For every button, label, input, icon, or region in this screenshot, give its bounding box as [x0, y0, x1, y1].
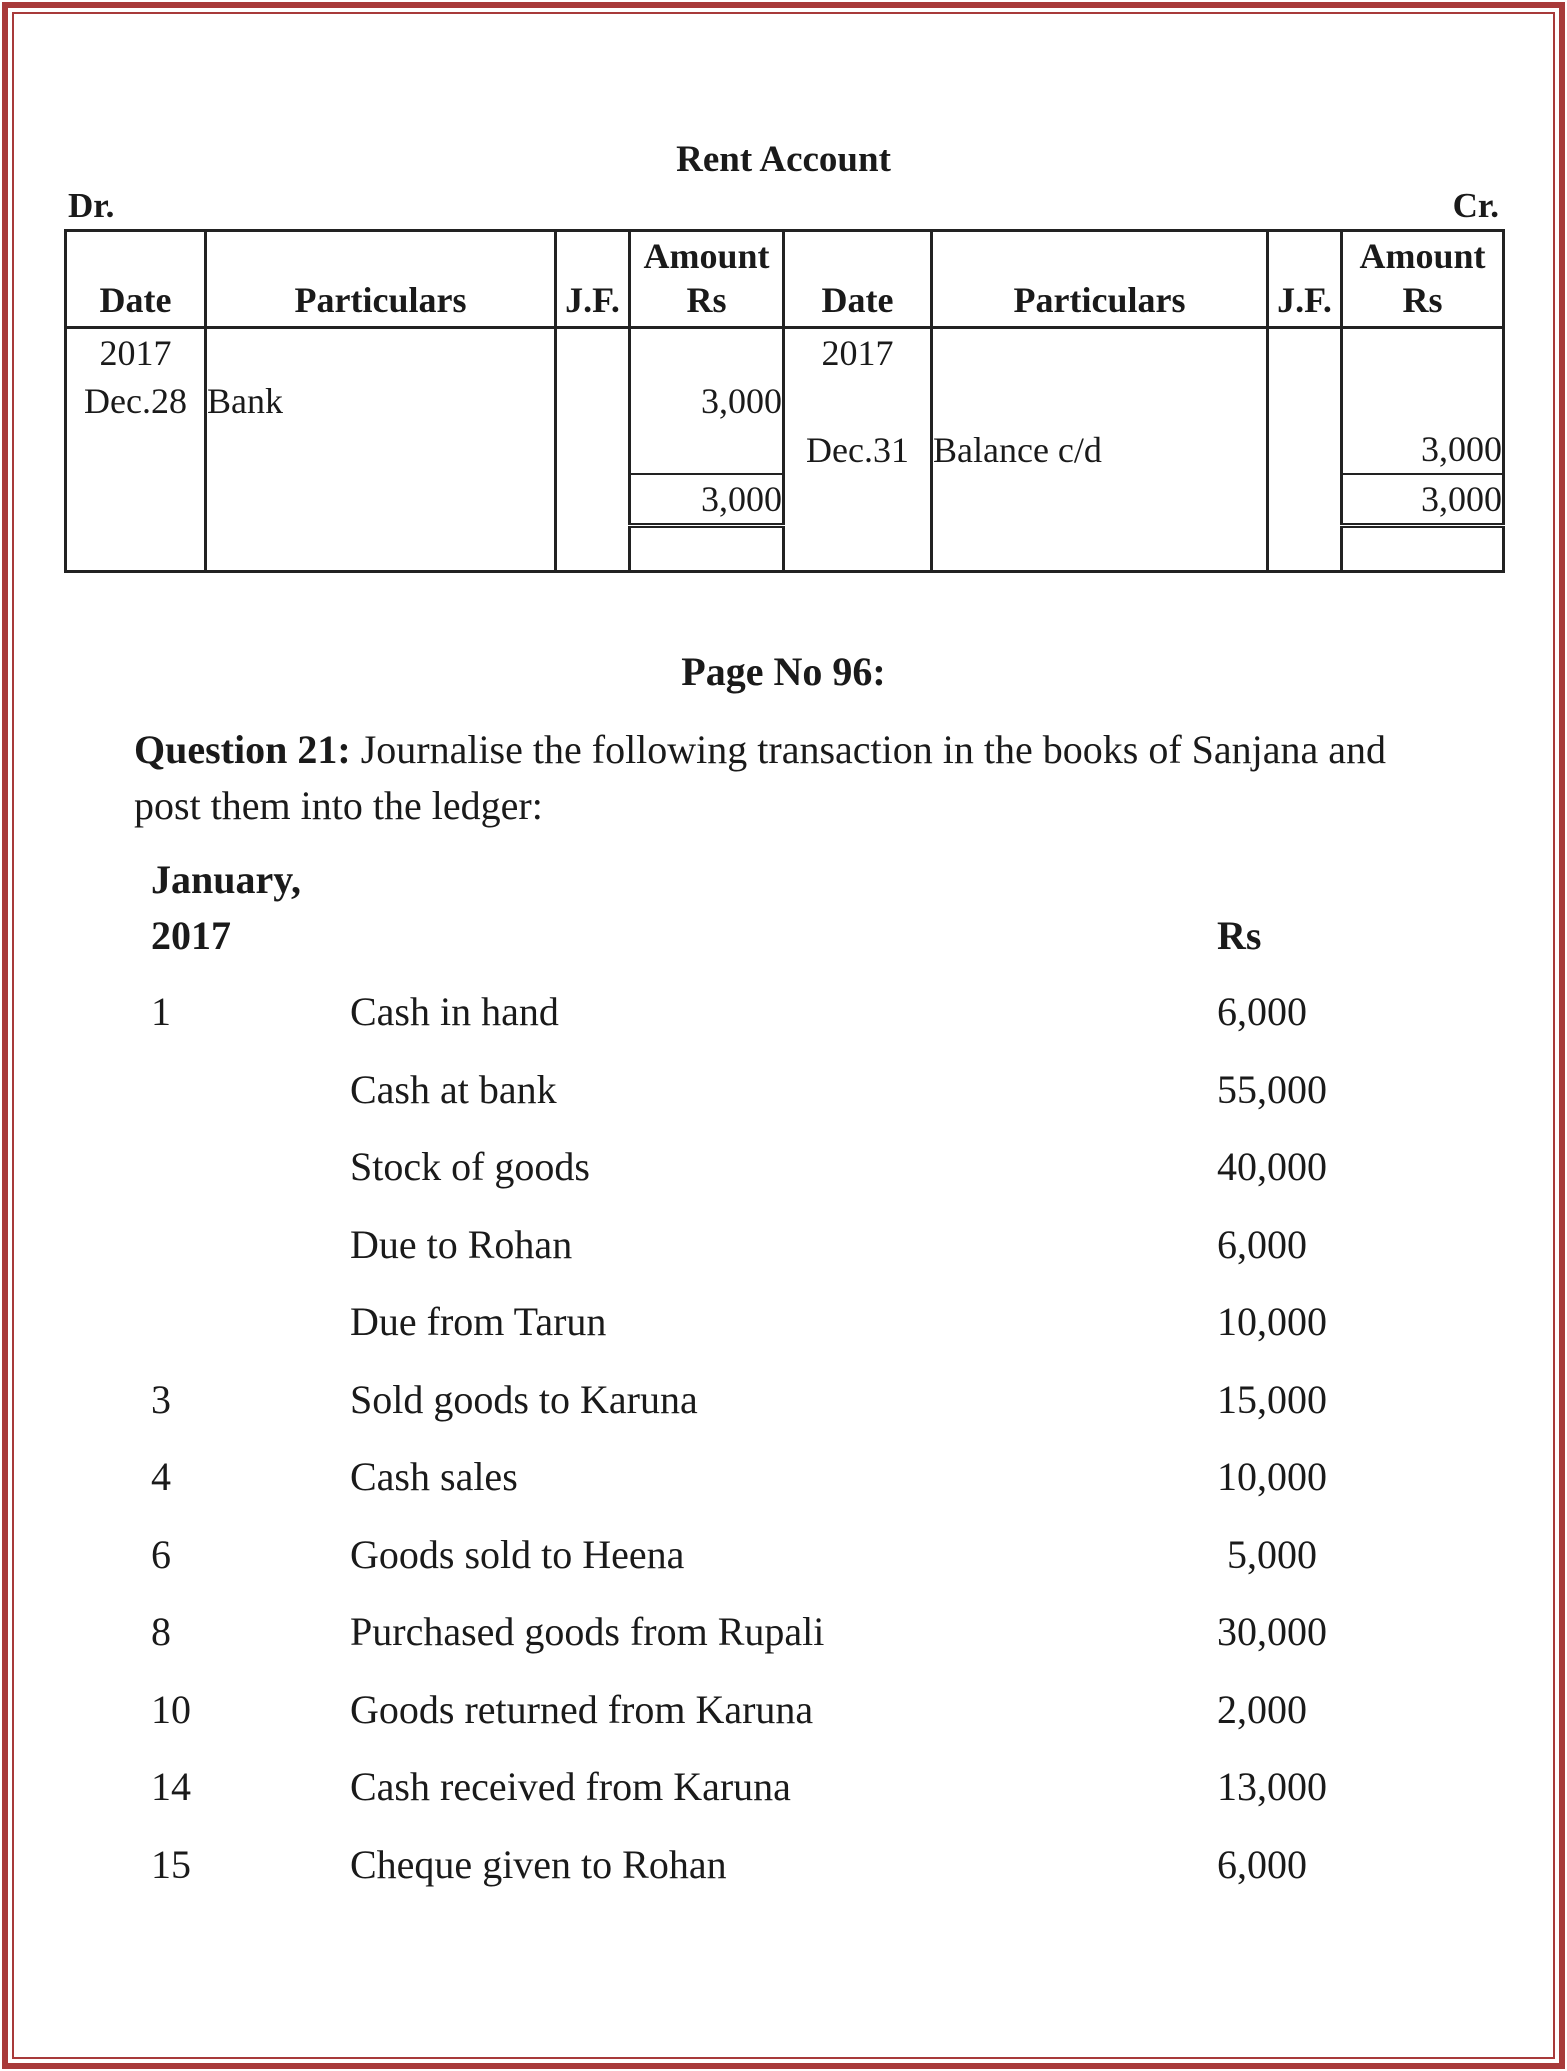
credit-side-label: Cr. — [1452, 186, 1499, 225]
transaction-description: Cash at bank — [350, 1067, 557, 1112]
transaction-amount: 13,000 — [1217, 1764, 1327, 1809]
transaction-row — [0, 1841, 1567, 1901]
transaction-description: Sold goods to Karuna — [350, 1377, 698, 1422]
cr-total: 3,000 — [1342, 474, 1504, 526]
transaction-amount: 5,000 — [1217, 1532, 1317, 1577]
dr-amount-header-line2: Rs — [686, 280, 727, 320]
ledger-row — [66, 425, 1504, 474]
transaction-row — [0, 1608, 1567, 1668]
cr-particulars-header: Particulars — [932, 231, 1268, 328]
dr-particulars-header: Particulars — [206, 231, 556, 328]
cr-amount: 3,000 — [1342, 425, 1504, 474]
transaction-date: 3 — [151, 1377, 171, 1422]
transaction-date: 4 — [151, 1454, 171, 1499]
ledger-header-row — [66, 231, 1504, 328]
transaction-date: 10 — [151, 1687, 191, 1732]
transaction-date: 14 — [151, 1764, 191, 1809]
transaction-amount: 40,000 — [1217, 1144, 1327, 1189]
transaction-description: Due to Rohan — [350, 1222, 573, 1267]
month-header: January, — [151, 857, 302, 902]
transaction-description: Goods returned from Karuna — [350, 1687, 814, 1732]
dr-jf-header: J.F. — [556, 231, 630, 328]
transaction-description: Cheque given to Rohan — [350, 1842, 727, 1887]
debit-side-label: Dr. — [68, 186, 115, 225]
cr-date-header: Date — [784, 231, 932, 328]
ledger-row — [66, 328, 1504, 378]
transaction-row — [0, 1453, 1567, 1513]
amount-header: Rs — [1217, 913, 1262, 958]
dr-total: 3,000 — [630, 474, 784, 526]
dr-amount-header — [630, 231, 784, 328]
transaction-description: Goods sold to Heena — [350, 1532, 685, 1577]
year-header: 2017 — [151, 913, 231, 958]
ledger-total-row — [66, 474, 1504, 526]
transaction-date: 6 — [151, 1532, 171, 1577]
cr-year: 2017 — [784, 328, 932, 378]
transaction-description: Stock of goods — [350, 1144, 590, 1189]
cr-particulars: Balance c/d — [932, 425, 1268, 474]
dr-date: Dec.28 — [66, 377, 206, 425]
transaction-description: Cash received from Karuna — [350, 1764, 791, 1809]
transaction-amount: 6,000 — [1217, 1222, 1307, 1267]
cr-amount-header-line1: Amount — [1359, 236, 1486, 276]
page-number-heading: Page No 96: — [681, 649, 886, 694]
transaction-row — [0, 1221, 1567, 1281]
transaction-row — [0, 1143, 1567, 1203]
question-text — [134, 722, 1454, 834]
transaction-date: 8 — [151, 1609, 171, 1654]
transaction-date: 1 — [151, 989, 171, 1034]
dr-amount: 3,000 — [630, 377, 784, 425]
transaction-row — [0, 1066, 1567, 1126]
dr-year: 2017 — [66, 328, 206, 378]
ledger-row — [66, 377, 1504, 425]
transaction-description: Cash in hand — [350, 989, 559, 1034]
rent-account-ledger — [64, 229, 1505, 573]
transaction-amount: 6,000 — [1217, 1842, 1307, 1887]
transaction-date: 15 — [151, 1842, 191, 1887]
cr-amount-header-line2: Rs — [1402, 280, 1443, 320]
transaction-amount: 2,000 — [1217, 1687, 1307, 1732]
transaction-row — [0, 1531, 1567, 1591]
cr-amount-header — [1342, 231, 1504, 328]
transaction-amount: 6,000 — [1217, 989, 1307, 1034]
transaction-amount: 10,000 — [1217, 1454, 1327, 1499]
dr-amount-header-line1: Amount — [643, 236, 770, 276]
transaction-row — [0, 988, 1567, 1048]
cr-jf-header: J.F. — [1268, 231, 1342, 328]
transaction-row — [0, 1298, 1567, 1358]
transaction-row — [0, 1763, 1567, 1823]
dr-particulars: Bank — [206, 377, 556, 425]
transaction-amount: 10,000 — [1217, 1299, 1327, 1344]
ledger-title: Rent Account — [676, 139, 891, 180]
transaction-amount: 15,000 — [1217, 1377, 1327, 1422]
transaction-description: Due from Tarun — [350, 1299, 607, 1344]
question-label: Question 21: — [134, 727, 351, 772]
cr-date: Dec.31 — [784, 425, 932, 474]
question-body: Journalise the following transaction in the books of Sanjana and post them into the ledger: — [134, 727, 1387, 828]
transaction-row — [0, 1376, 1567, 1436]
transaction-amount: 55,000 — [1217, 1067, 1327, 1112]
dr-date-header: Date — [66, 231, 206, 328]
transaction-row — [0, 1686, 1567, 1746]
transaction-description: Purchased goods from Rupali — [350, 1609, 825, 1654]
transaction-description: Cash sales — [350, 1454, 518, 1499]
transaction-amount: 30,000 — [1217, 1609, 1327, 1654]
